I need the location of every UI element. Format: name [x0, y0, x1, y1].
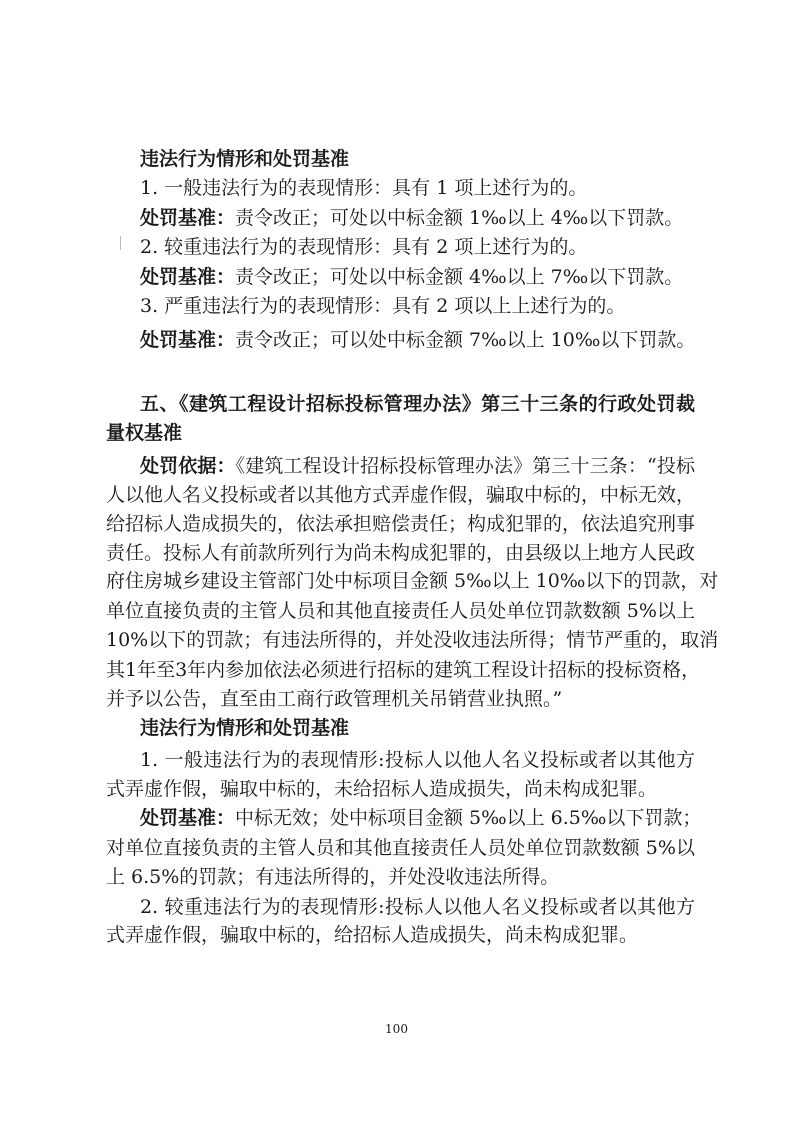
basis-line: 处罚依据：《建筑工程设计招标投标管理办法》第三十三条：“投标: [140, 455, 695, 477]
section-title-cont: 量权基准: [106, 422, 183, 444]
basis-line: 府住房城乡建设主管部门处中标项目金额 5‰以上 10‰以下的罚款，对: [106, 570, 719, 592]
penalty-general: [140, 206, 683, 230]
section-heading: 违法行为情形和处罚基准: [140, 148, 350, 170]
basis-line: 人以他人名义投标或者以其他方式弄虚作假，骗取中标的，中标无效，: [106, 484, 696, 506]
penalty-label: 处罚基准：: [140, 266, 236, 288]
penalty-general: 对单位直接负责的主管人员和其他直接责任人员处单位罚款数额 5%以: [106, 837, 695, 859]
penalty-label: 处罚基准：: [140, 329, 236, 351]
penalty-label: 处罚基准：: [140, 807, 236, 829]
item-general: 式弄虚作假，骗取中标的，未给招标人造成损失，尚未构成犯罪。: [106, 778, 658, 800]
item-serious: 式弄虚作假，骗取中标的，给招标人造成损失，尚未构成犯罪。: [106, 924, 639, 946]
item-serious: 2. 较重违法行为的表现情形:投标人以他人名义投标或者以其他方: [140, 896, 695, 918]
section-heading: 违法行为情形和处罚基准: [140, 717, 350, 739]
penalty-general: 处罚基准：中标无效；处中标项目金额 5‰以上 6.5‰以下罚款；: [140, 807, 702, 829]
penalty-general: 上 6.5%的罚款；有违法所得的，并处没收违法所得。: [106, 866, 560, 888]
basis-line: 单位直接负责的主管人员和其他直接责任人员处单位罚款数额 5%以上: [106, 600, 695, 622]
penalty-label: 处罚基准：: [140, 207, 236, 229]
item-general: 1. 一般违法行为的表现情形:投标人以他人名义投标或者以其他方: [140, 749, 695, 771]
item-serious: 2. 较重违法行为的表现情形：具有 2 项上述行为的。: [140, 236, 588, 258]
basis-line: 其1年至3年内参加依法必须进行招标的建筑工程设计招标的投标资格，: [106, 659, 701, 681]
item-general: 1. 一般违法行为的表现情形：具有 1 项上述行为的。: [140, 177, 588, 199]
item-severe: 3. 严重违法行为的表现情形：具有 2 项以上上述行为的。: [140, 295, 626, 317]
page-number: 100: [385, 1022, 408, 1036]
basis-line: 10%以下的罚款；有违法所得的，并处没收违法所得；情节严重的，取消: [106, 629, 719, 651]
basis-line: 并予以公告，直至由工商行政管理机关吊销营业执照。”: [106, 688, 563, 710]
basis-line: 给招标人造成损失的，依法承担赔偿责任；构成犯罪的，依法追究刑事: [106, 513, 696, 535]
penalty-severe: [140, 328, 695, 352]
penalty-text: 责令改正；可处以中标金额 1‰以上 4‰以下罚款。: [235, 207, 684, 229]
penalty-serious: [140, 265, 683, 289]
section-title: 五、《建筑工程设计招标投标管理办法》第三十三条的行政处罚裁: [140, 393, 695, 415]
scan-mark: [120, 236, 121, 250]
basis-label: 处罚依据：: [140, 455, 236, 477]
penalty-text: 责令改正；可处以中标金额 4‰以上 7‰以下罚款。: [235, 266, 684, 288]
basis-line: 责任。投标人有前款所列行为尚未构成犯罪的，由县级以上地方人民政: [106, 542, 696, 564]
penalty-text: 责令改正；可以处中标金额 7‰以上 10‰以下罚款。: [235, 329, 696, 351]
